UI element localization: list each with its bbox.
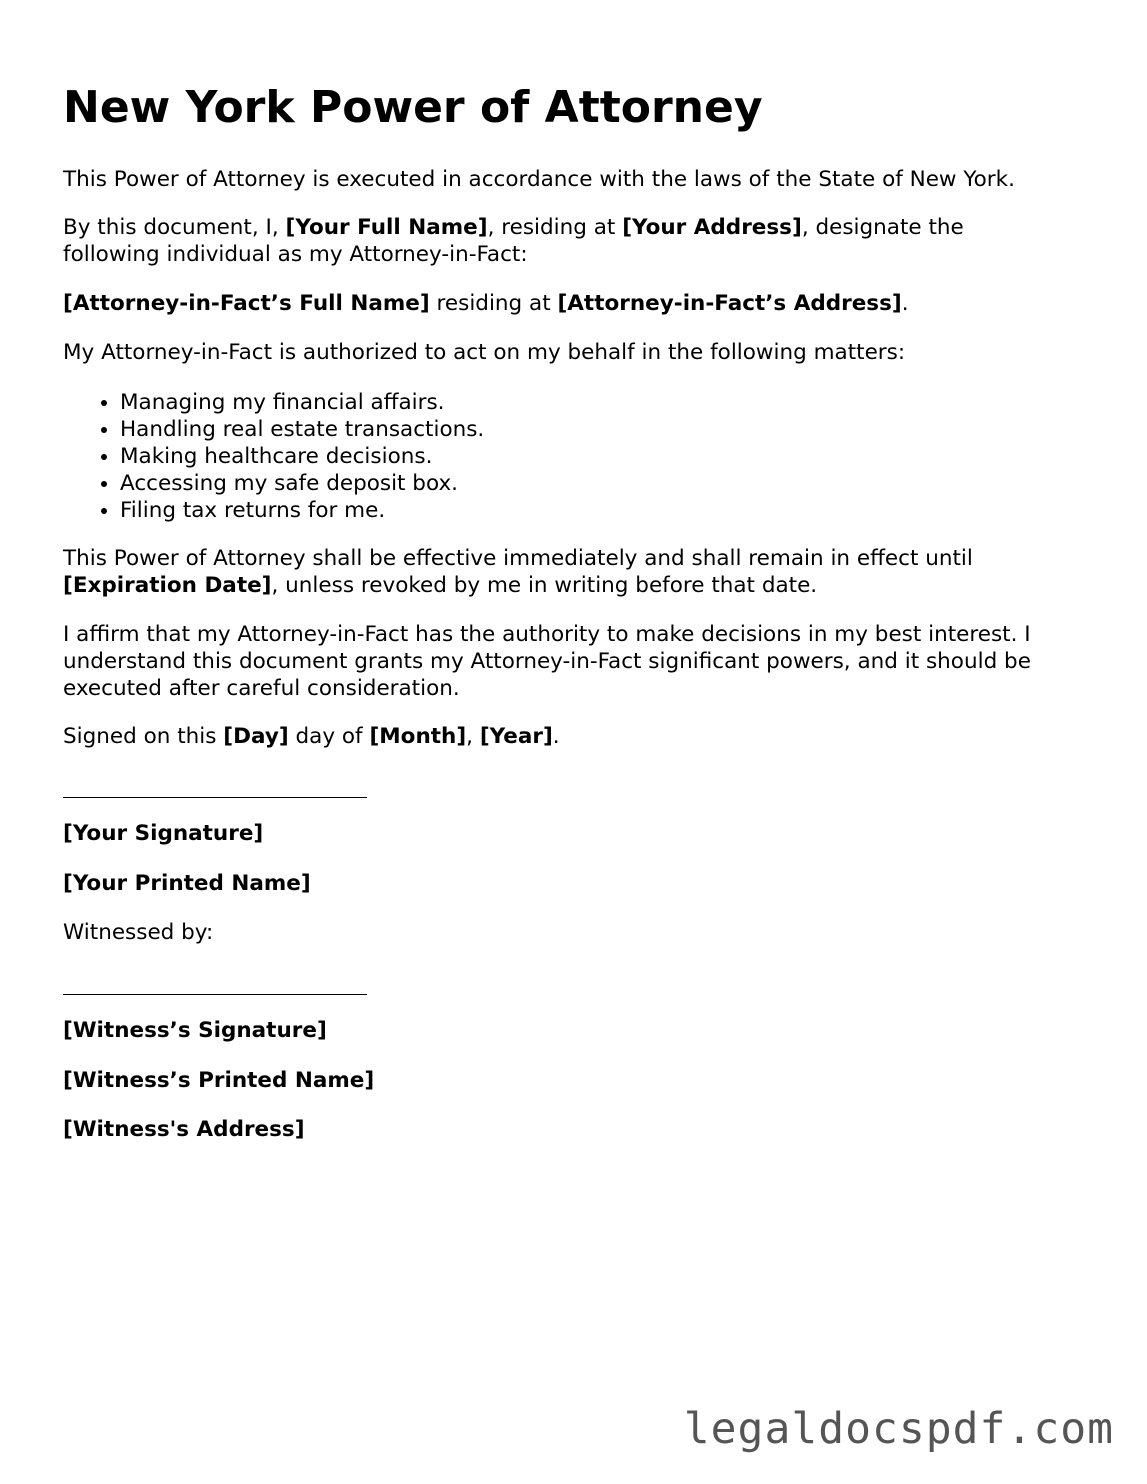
intro-paragraph: This Power of Attorney is executed in accordance with the laws of the State of New York. xyxy=(63,167,1015,192)
designation-line2: following individual as my Attorney-in-Fact: xyxy=(63,242,528,267)
list-item: • Filing tax returns for me. xyxy=(120,497,484,524)
list-item: • Handling real estate transactions. xyxy=(120,416,484,443)
principal-address-placeholder: [Your Address] xyxy=(622,215,802,240)
affirm-line3: executed after careful consideration. xyxy=(63,676,460,701)
witness-address-placeholder: [Witness's Address] xyxy=(63,1117,305,1142)
witness-signature-placeholder: [Witness’s Signature] xyxy=(63,1018,327,1043)
affirm-line2: understand this document grants my Attorney-in-Fact significant powers, and it should be xyxy=(63,649,1031,674)
attorney-name-placeholder: [Attorney-in-Fact’s Full Name] xyxy=(63,291,430,316)
signed-end: . xyxy=(552,724,560,749)
attorney-mid: residing at xyxy=(429,291,558,316)
list-item: • Making healthcare decisions. xyxy=(120,443,484,470)
authority-intro: My Attorney-in-Fact is authorized to act on my behalf in the following matters: xyxy=(63,340,906,365)
month-placeholder: [Month] xyxy=(369,724,467,749)
your-signature-placeholder: [Your Signature] xyxy=(63,821,264,846)
signed-prefix: Signed on this xyxy=(63,724,224,749)
designation-paragraph xyxy=(63,214,1093,268)
witnessed-by-label: Witnessed by: xyxy=(63,920,214,945)
year-placeholder: [Year] xyxy=(479,724,553,749)
affirm-line1: I affirm that my Attorney-in-Fact has the authority to make decisions in my best interest. I xyxy=(63,622,1031,647)
effective-line1: This Power of Attorney shall be effective immediately and shall remain in effect until xyxy=(63,546,973,571)
list-item: • Accessing my safe deposit box. xyxy=(120,470,484,497)
attorney-address-placeholder: [Attorney-in-Fact’s Address] xyxy=(557,291,902,316)
day-placeholder: [Day] xyxy=(223,724,289,749)
your-signature-line xyxy=(63,797,367,798)
list-item: • Managing my financial affairs. xyxy=(120,389,484,416)
designation-suffix: , designate the xyxy=(801,215,964,240)
matters-list xyxy=(63,389,484,524)
effective-line2: , unless revoked by me in writing before that date. xyxy=(271,573,818,598)
expiration-date-placeholder: [Expiration Date] xyxy=(63,573,272,598)
attorney-end: . xyxy=(901,291,909,316)
designation-prefix: By this document, I, xyxy=(63,215,286,240)
page-title: New York Power of Attorney xyxy=(63,82,763,133)
witness-signature-line xyxy=(63,994,367,995)
your-printed-name-placeholder: [Your Printed Name] xyxy=(63,871,311,896)
witness-printed-name-placeholder: [Witness’s Printed Name] xyxy=(63,1068,375,1093)
designation-mid: , residing at xyxy=(487,215,623,240)
affirm-paragraph xyxy=(63,621,1093,702)
signed-comma: , xyxy=(466,724,480,749)
effective-paragraph xyxy=(63,545,1093,599)
attorney-paragraph xyxy=(63,290,1093,317)
principal-name-placeholder: [Your Full Name] xyxy=(285,215,488,240)
signed-paragraph xyxy=(63,723,1093,750)
signed-mid: day of xyxy=(288,724,370,749)
watermark: legaldocspdf.com xyxy=(683,1404,1114,1454)
